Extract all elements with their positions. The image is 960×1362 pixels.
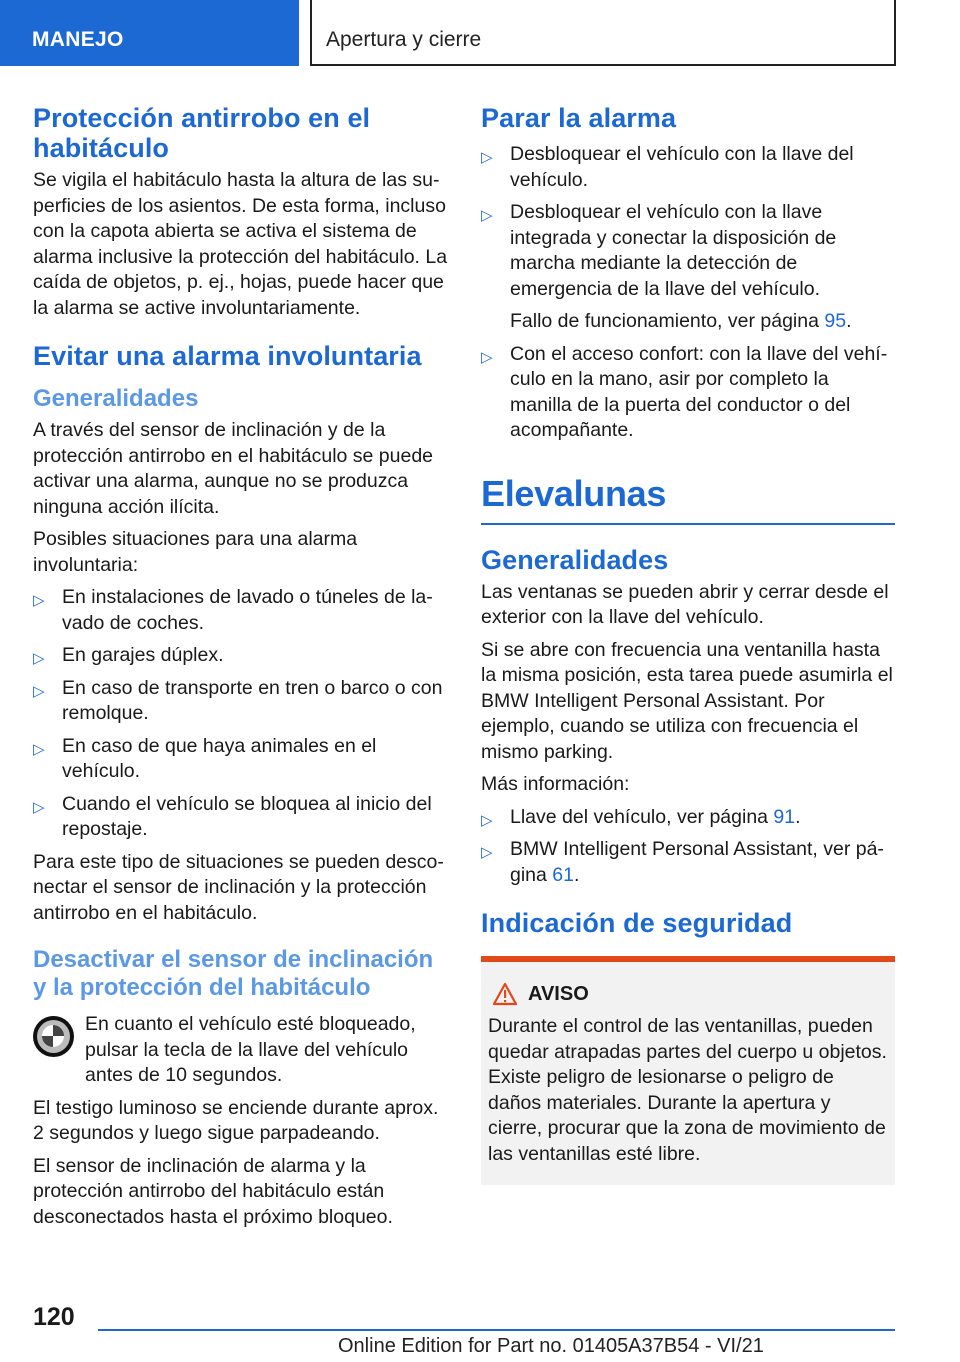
list-item: ▷ Desbloquear el vehículo con la llave del vehículo. — [481, 143, 854, 191]
page-link-95[interactable]: 95 — [824, 310, 847, 332]
heading-windows: Elevalunas — [481, 474, 895, 525]
triangle-right-icon: ▷ — [33, 650, 45, 667]
heading-deactivate: Desactivar el sensor de inclinación y la protección del habitáculo — [33, 946, 434, 1001]
heading-avoid-alarm: Evitar una alarma involuntaria — [33, 341, 422, 371]
section-tab: Apertura y cierre — [311, 0, 896, 66]
heading-general-windows: Generalidades — [481, 544, 669, 575]
situations-list — [33, 585, 449, 843]
paragraph-sensor-off: El sensor de inclinación de alarma y la protección antirrobo del habitáculo están desconectados hasta el próximo bloqueo. — [33, 1154, 393, 1228]
right-column — [481, 103, 895, 1185]
list-item: ▷ Llave del vehículo, ver página 91. — [481, 805, 895, 831]
paragraph-press-key: En cuanto el vehículo esté bloqueado, pulsar la tecla de la llave del vehículo antes de 10 segundos. — [85, 1013, 416, 1086]
list-item: ▷ En caso de transporte en tren o barco o con remolque. — [33, 676, 443, 724]
triangle-right-icon: ▷ — [481, 844, 493, 861]
warning-text: Durante el control de las ventanillas, pueden quedar atrapadas partes del cuerpo u objetos. Existe peligro de lesionarse o peligro de daños materiales. Durante la apertura y cierre, procurar que la zona de movimiento de las ventanillas esté libre. — [488, 1015, 887, 1165]
triangle-right-icon: ▷ — [481, 149, 493, 166]
warning-header — [488, 982, 887, 1006]
stop-alarm-list — [481, 142, 895, 444]
list-item: ▷ Desbloquear el vehículo con la llave integrada y conectar la disposición de marcha mediante la detección de emergencia de la llave del vehículo. Fallo de funcionamiento, ver página 95. — [481, 200, 895, 335]
paragraph-general: A través del sensor de inclinación y de la protección antirrobo en el habitáculo se puede activar una alarma, aunque no se produzca ninguna acción ilícita. — [33, 419, 434, 518]
warning-box — [481, 956, 895, 1185]
heading-safety: Indicación de seguridad — [481, 908, 793, 938]
paragraph-situations: Posibles situaciones para una alarma involuntaria: — [33, 528, 358, 576]
warning-title: AVISO — [528, 982, 589, 1005]
triangle-right-icon: ▷ — [481, 348, 493, 366]
page-number: 120 — [33, 1303, 75, 1331]
edition-note: Online Edition for Part no. 01405A37B54 - VI/21 — [338, 1335, 764, 1357]
list-item: ▷ Cuando el vehículo se bloquea al inicio del repostaje. — [33, 792, 432, 840]
chapter-tab: MANEJO — [0, 0, 299, 66]
page-header — [0, 0, 960, 66]
list-item: ▷ En caso de que haya animales en el vehículo. — [33, 734, 377, 782]
page-link-61[interactable]: 61 — [552, 863, 574, 886]
list-item: ▷ Con el acceso confort: con la llave del vehículo en la mano, asir por completo la manilla de la puerta del conductor o del acompañante. — [481, 342, 888, 441]
triangle-right-icon: ▷ — [481, 207, 493, 224]
left-column — [33, 103, 449, 1237]
paragraph-more-info: Más información: — [481, 773, 630, 795]
list-item: ▷ En garajes dúplex. — [33, 643, 449, 669]
footer-rule — [98, 1329, 895, 1331]
list-item: ▷ En instalaciones de lavado o túneles de lavado de coches. — [33, 586, 433, 634]
more-info-list — [481, 805, 895, 889]
heading-theft-protection: Protección antirrobo en el habitáculo — [33, 103, 371, 163]
triangle-right-icon: ▷ — [33, 798, 45, 816]
heading-general: Generalidades — [33, 385, 199, 412]
page-reference: Fallo de funcionamiento, ver página 95. — [510, 310, 852, 332]
triangle-right-icon: ▷ — [481, 811, 493, 829]
heading-stop-alarm: Parar la alarma — [481, 103, 677, 133]
page-link-91[interactable]: 91 — [773, 805, 796, 828]
paragraph-theft: Se vigila el habitáculo hasta la altura de las superficies de los asientos. De esta forma, incluso con la capota abierta se activa el sistema de alarma inclusive la protección del habitáculo. La caída de objetos, p. ej., hojas, puede hacer que la alarma se active involuntariamente. — [33, 169, 448, 319]
warning-triangle-icon — [492, 982, 518, 1006]
triangle-right-icon: ▷ — [33, 740, 45, 758]
bmw-key-icon — [33, 1016, 74, 1057]
triangle-right-icon: ▷ — [33, 682, 45, 700]
triangle-right-icon: ▷ — [33, 592, 45, 609]
paragraph-assistant: Si se abre con frecuencia una ventanilla hasta la misma posición, esta tarea puede asumirla el BMW Intelligent Personal Assistant. Por ejemplo, cuando se utiliza con frecuencia el mismo parking. — [481, 638, 893, 763]
paragraph-lamp: El testigo luminoso se enciende durante aprox. 2 segundos y luego sigue parpadeando. — [33, 1096, 439, 1144]
paragraph-windows: Las ventanas se pueden abrir y cerrar desde el exterior con la llave del vehículo. — [481, 580, 889, 628]
key-instruction — [33, 1012, 449, 1089]
paragraph-disconnect: Para este tipo de situaciones se pueden desconectar el sensor de inclinación y la protección antirrobo en el habitáculo. — [33, 850, 444, 924]
list-item: ▷ BMW Intelligent Personal Assistant, ver página 61. — [481, 838, 884, 886]
